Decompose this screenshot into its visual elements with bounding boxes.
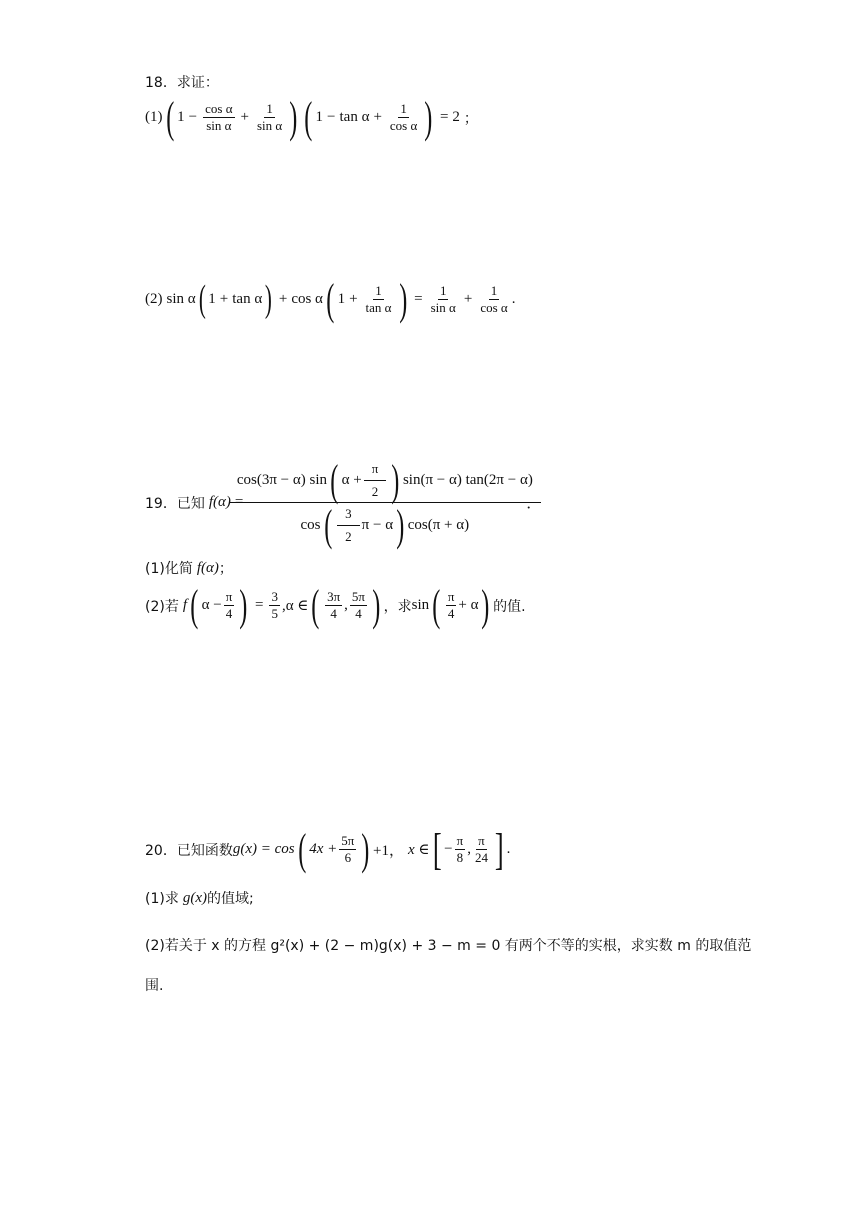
part-label: (2): [145, 291, 163, 308]
q20-part2-line2: 围.: [145, 978, 164, 994]
f-alpha-fraction: cos(3π − α) sin ( α + $\frac{\pi}{2}$ ) sin(π − α) tan(2π − α) cos ( $\frac{3}{2}$ π − α ) cos(π + α): [247, 462, 522, 544]
q19-title: 19．已知: [145, 495, 205, 512]
q20-part2-line1: (2)若关于 x 的方程 g²(x) + (2 − m)g(x) + 3 − m = 0 有两个不等的实根，求实数 m 的取值范: [145, 938, 752, 954]
fraction: $\frac{1}{\text{sin α}}$: [430, 283, 456, 316]
q18-title: 18．求证：: [145, 75, 219, 91]
fraction: $\frac{1}{\text{cos α}}$: [389, 101, 418, 134]
q19-part2: (2)若 f ( α − $\frac{\pi}{4}$ ) = $\frac{3}{5}$ ,α ∈ ( $\frac{3\pi}{4}$ , $\frac{5\pi}{4}$ ) ，求 sin ( $\frac{\pi}{4}$ + α ) 的值.: [145, 581, 526, 630]
fraction: $\frac{1}{\text{sin α}}$: [256, 101, 283, 134]
q20-definition: 20．已知函数 g(x) = cos ( 4x + $\frac{5\pi}{6}$ ) +1， x ∈ [ − $\frac{\pi}{8}$ , $\frac{\pi}{24}$ ] .: [145, 825, 511, 874]
q20-part1: (1)求 g(x) 的值域;: [145, 889, 254, 907]
q19-part1: (1)化简 f(α) ；: [145, 559, 233, 577]
q20-title: 20．已知函数: [145, 842, 233, 859]
fraction: $\frac{\text{cos α}}{\text{sin α}}$: [205, 101, 233, 134]
q18-part1-equation: (1) ( 1 − $\frac{\text{cos α}}{\text{sin α}}$ + $\frac{1}{\text{sin α}}$ ) ( 1 − tan α + $\frac{1}{\text{cos α}}$ ) = 2 ；: [145, 93, 478, 142]
q19-definition: 19．已知 f(α) = cos(3π − α) sin ( α + $\frac{\pi}{2}$ ) sin(π − α) tan(2π − α) cos ( $\frac{3}{2}$ π − α ) cos(π + α) ．: [145, 455, 542, 550]
fraction: $\frac{1}{\text{cos α}}$: [480, 283, 508, 316]
part-label: (1): [145, 109, 163, 126]
q18-part2-equation: (2) sin α ( 1 + tan α ) + cos α ( 1 + $\frac{1}{\text{tan α}}$ ) = $\frac{1}{\text{sin α}}$ + $\frac{1}{\text{cos α}}$ .: [145, 275, 516, 324]
fraction: $\frac{1}{\text{tan α}}$: [365, 283, 392, 316]
